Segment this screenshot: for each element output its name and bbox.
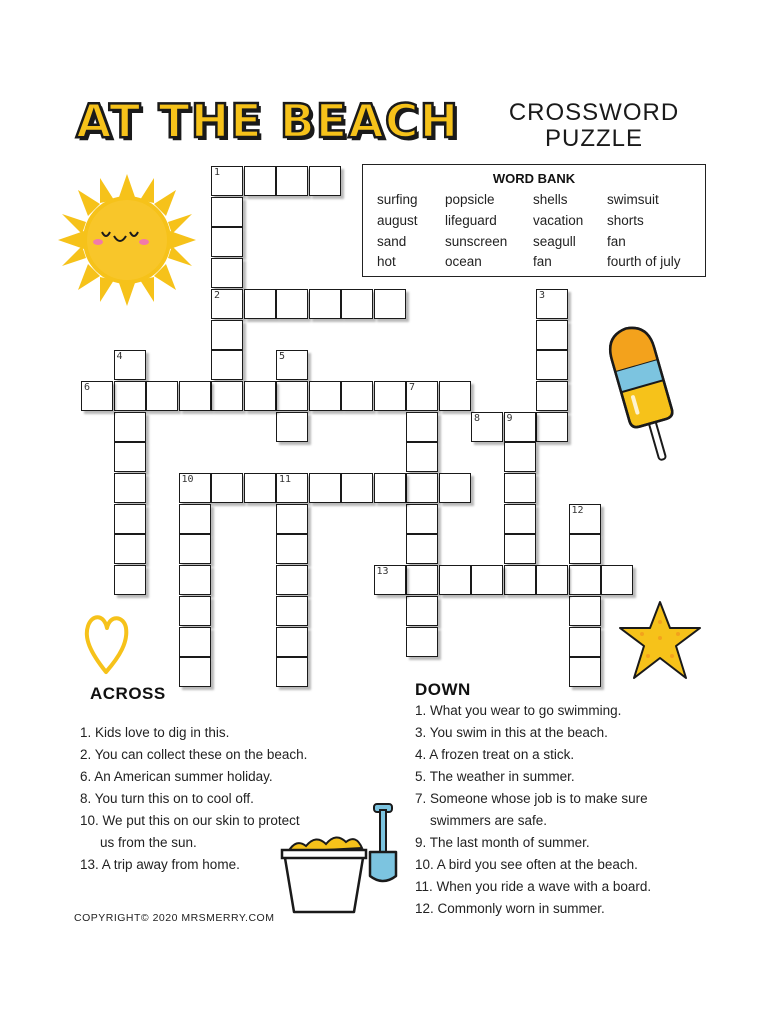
- word-bank-word: ocean: [445, 254, 482, 269]
- crossword-cell[interactable]: [276, 534, 308, 564]
- crossword-cell[interactable]: [569, 657, 601, 687]
- across-heading: ACROSS: [90, 684, 166, 703]
- crossword-cell[interactable]: [406, 473, 438, 503]
- clue-number: 13: [376, 566, 389, 578]
- crossword-cell[interactable]: [504, 565, 536, 595]
- clue-number: 8: [474, 412, 481, 424]
- word-bank-word: fan: [533, 254, 552, 269]
- crossword-cell[interactable]: [114, 504, 146, 534]
- clue-number: 2: [214, 289, 221, 301]
- word-bank-word: seagull: [533, 234, 576, 249]
- crossword-cell[interactable]: [504, 534, 536, 564]
- crossword-cell[interactable]: [244, 473, 276, 503]
- word-bank: [362, 164, 706, 277]
- clue-number: 4: [116, 351, 123, 363]
- crossword-cell[interactable]: [211, 350, 243, 380]
- crossword-cell[interactable]: [276, 657, 308, 687]
- crossword-cell[interactable]: [276, 289, 308, 319]
- crossword-cell[interactable]: [341, 381, 373, 411]
- crossword-cell[interactable]: [536, 565, 568, 595]
- crossword-cell[interactable]: [179, 534, 211, 564]
- down-clue: 7. Someone whose job is to make sure: [415, 791, 648, 806]
- crossword-cell[interactable]: [536, 320, 568, 350]
- crossword-cell[interactable]: [406, 565, 438, 595]
- word-bank-word: august: [377, 213, 418, 228]
- crossword-cell[interactable]: [536, 412, 568, 442]
- shovel-icon: [364, 800, 404, 890]
- crossword-cell[interactable]: [406, 442, 438, 472]
- word-bank-word: hot: [377, 254, 396, 269]
- crossword-cell[interactable]: [211, 381, 243, 411]
- down-clue: 1. What you wear to go swimming.: [415, 703, 622, 718]
- down-clue: 11. When you ride a wave with a board.: [415, 879, 652, 894]
- crossword-cell[interactable]: [114, 565, 146, 595]
- clue-number: 3: [539, 289, 546, 301]
- crossword-cell[interactable]: [114, 412, 146, 442]
- word-bank-word: fourth of july: [607, 254, 681, 269]
- down-clue: 3. You swim in this at the beach.: [415, 725, 608, 740]
- crossword-cell[interactable]: [211, 166, 243, 196]
- crossword-cell[interactable]: [406, 627, 438, 657]
- down-clue: 9. The last month of summer.: [415, 835, 590, 850]
- crossword-cell[interactable]: [374, 565, 406, 595]
- word-bank-word: lifeguard: [445, 213, 497, 228]
- crossword-cell[interactable]: [179, 565, 211, 595]
- crossword-cell[interactable]: [406, 534, 438, 564]
- crossword-cell[interactable]: [211, 473, 243, 503]
- crossword-cell[interactable]: [504, 412, 536, 442]
- across-clue: 13. A trip away from home.: [80, 857, 240, 872]
- crossword-cell[interactable]: [276, 596, 308, 626]
- crossword-cell[interactable]: [601, 565, 633, 595]
- across-clue: 2. You can collect these on the beach.: [80, 747, 308, 762]
- crossword-cell[interactable]: [439, 381, 471, 411]
- copyright-notice: COPYRIGHT© 2020 MRSMERRY.COM: [74, 912, 275, 924]
- word-bank-word: surfing: [377, 192, 418, 207]
- crossword-cell[interactable]: [309, 166, 341, 196]
- crossword-cell[interactable]: [309, 473, 341, 503]
- sand-bucket-icon: [280, 836, 370, 916]
- across-clue: 6. An American summer holiday.: [80, 769, 273, 784]
- clue-number: 7: [409, 381, 416, 393]
- crossword-cell[interactable]: [471, 565, 503, 595]
- crossword-cell[interactable]: [406, 504, 438, 534]
- crossword-cell[interactable]: [341, 289, 373, 319]
- crossword-cell[interactable]: [374, 473, 406, 503]
- crossword-cell[interactable]: [439, 473, 471, 503]
- crossword-cell[interactable]: [406, 596, 438, 626]
- crossword-cell[interactable]: [276, 381, 308, 411]
- down-clue: 12. Commonly worn in summer.: [415, 901, 605, 916]
- crossword-cell[interactable]: [471, 412, 503, 442]
- crossword-cell[interactable]: [406, 412, 438, 442]
- crossword-cell[interactable]: [309, 289, 341, 319]
- word-bank-word: vacation: [533, 213, 584, 228]
- word-bank-title: WORD BANK: [492, 171, 576, 186]
- crossword-cell[interactable]: [114, 350, 146, 380]
- heart-icon: [82, 608, 132, 678]
- crossword-cell[interactable]: [179, 627, 211, 657]
- crossword-cell[interactable]: [504, 473, 536, 503]
- down-clue: 5. The weather in summer.: [415, 769, 575, 784]
- crossword-cell[interactable]: [244, 381, 276, 411]
- clue-number: 6: [84, 381, 91, 393]
- crossword-cell[interactable]: [211, 258, 243, 288]
- down-clue-continued: swimmers are safe.: [430, 813, 548, 828]
- crossword-cell[interactable]: [276, 504, 308, 534]
- crossword-cell[interactable]: [569, 504, 601, 534]
- crossword-cell[interactable]: [211, 197, 243, 227]
- crossword-cell[interactable]: [374, 289, 406, 319]
- clue-number: 12: [571, 504, 584, 516]
- crossword-cell[interactable]: [569, 627, 601, 657]
- crossword-cell[interactable]: [276, 350, 308, 380]
- crossword-cell[interactable]: [439, 565, 471, 595]
- crossword-cell[interactable]: [406, 381, 438, 411]
- crossword-cell[interactable]: [244, 166, 276, 196]
- across-clue-continued: us from the sun.: [100, 835, 197, 850]
- crossword-cell[interactable]: [276, 565, 308, 595]
- across-clue: 1. Kids love to dig in this.: [80, 725, 230, 740]
- crossword-cell[interactable]: [114, 381, 146, 411]
- crossword-cell[interactable]: [374, 381, 406, 411]
- crossword-cell[interactable]: [569, 534, 601, 564]
- clue-number: 9: [506, 412, 513, 424]
- crossword-cell[interactable]: [179, 381, 211, 411]
- crossword-cell[interactable]: [211, 320, 243, 350]
- crossword-cell[interactable]: [81, 381, 113, 411]
- popsicle-icon: [604, 322, 684, 472]
- across-clue: 8. You turn this on to cool off.: [80, 791, 254, 806]
- word-bank-word: popsicle: [445, 192, 495, 207]
- crossword-cell[interactable]: [211, 227, 243, 257]
- word-bank-word: sand: [377, 234, 407, 249]
- crossword-cell[interactable]: [179, 657, 211, 687]
- clue-number: 10: [181, 474, 194, 485]
- down-clue: 10. A bird you see often at the beach.: [415, 857, 638, 872]
- crossword-cell[interactable]: [146, 381, 178, 411]
- crossword-cell[interactable]: [276, 473, 308, 503]
- crossword-cell[interactable]: [276, 412, 308, 442]
- crossword-cell[interactable]: [536, 381, 568, 411]
- word-bank-word: swimsuit: [607, 192, 659, 207]
- crossword-cell[interactable]: [114, 473, 146, 503]
- word-bank-word: shells: [533, 192, 568, 207]
- down-heading: DOWN: [415, 680, 471, 699]
- crossword-cell[interactable]: [569, 596, 601, 626]
- crossword-cell[interactable]: [504, 504, 536, 534]
- crossword-cell[interactable]: [179, 504, 211, 534]
- clue-number: 5: [279, 351, 286, 363]
- page-subtitle: CROSSWORD PUZZLE: [508, 99, 680, 152]
- word-bank-word: fan: [607, 234, 626, 249]
- crossword-cell[interactable]: [211, 289, 243, 319]
- across-clue: 10. We put this on our skin to protect: [80, 813, 300, 828]
- down-clue: 4. A frozen treat on a stick.: [415, 747, 575, 762]
- clue-number: 11: [279, 474, 292, 485]
- crossword-cell[interactable]: [179, 596, 211, 626]
- crossword-cell[interactable]: [114, 442, 146, 472]
- word-bank-word: shorts: [607, 213, 644, 228]
- crossword-cell[interactable]: [114, 534, 146, 564]
- crossword-cell[interactable]: [341, 473, 373, 503]
- starfish-icon: [618, 598, 708, 684]
- crossword-cell[interactable]: [536, 289, 568, 319]
- crossword-cell[interactable]: [569, 565, 601, 595]
- word-bank-word: sunscreen: [445, 234, 508, 249]
- crossword-cell[interactable]: [276, 627, 308, 657]
- crossword-cell[interactable]: [276, 166, 308, 196]
- sun-icon: [52, 170, 202, 310]
- page-title: AT THE BEACH: [76, 94, 460, 148]
- crossword-cell[interactable]: [244, 289, 276, 319]
- crossword-cell[interactable]: [536, 350, 568, 380]
- crossword-cell[interactable]: [179, 473, 211, 503]
- clue-number: 1: [214, 167, 221, 178]
- crossword-cell[interactable]: [309, 381, 341, 411]
- crossword-cell[interactable]: [504, 442, 536, 472]
